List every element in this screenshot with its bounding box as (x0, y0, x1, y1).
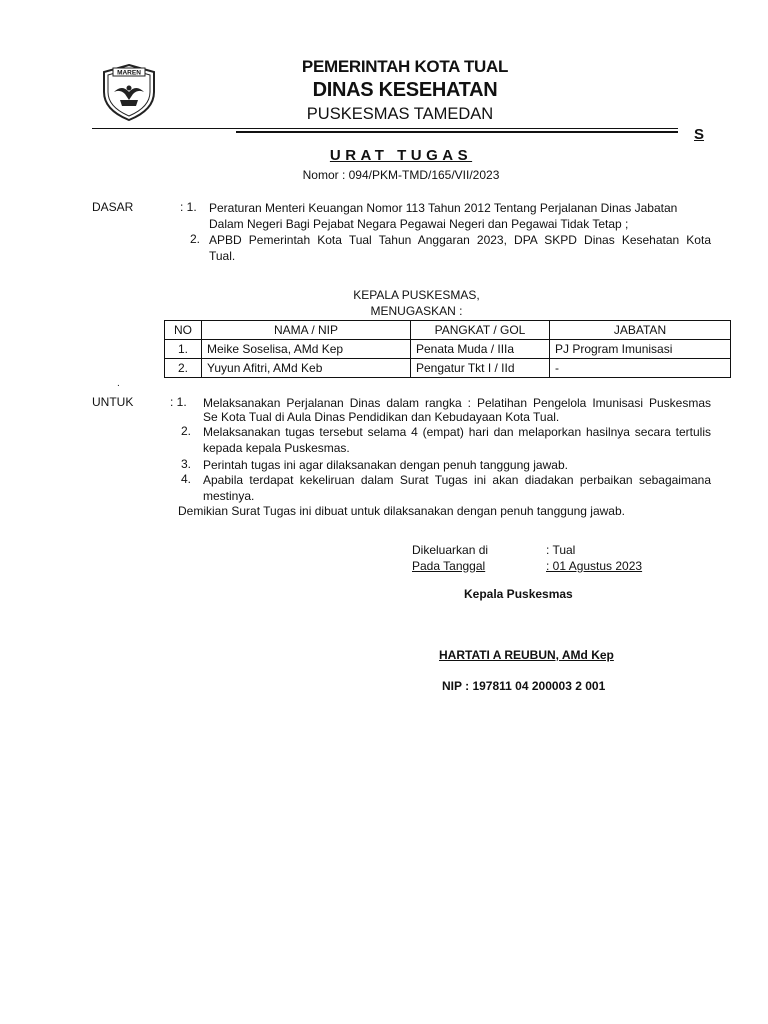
dasar-item-2-line2: Tual. (209, 249, 236, 263)
document-title: URAT TUGAS (329, 147, 473, 164)
table-header-row (165, 321, 731, 340)
untuk-item-2-line2: kepada kepala Puskesmas. (203, 441, 350, 455)
stray-dot: . (117, 378, 120, 389)
cell-jabatan: PJ Program Imunisasi (550, 340, 731, 359)
untuk-item-3-number: 3. (181, 457, 192, 471)
dasar-item-1-line1: Peraturan Menteri Keuangan Nomor 113 Tahun 2012 Tentang Perjalanan Dinas Jabatan (209, 201, 678, 215)
cell-pangkat: Pengatur Tkt I / IId (411, 359, 550, 378)
untuk-item-4-line2: mestinya. (203, 489, 255, 503)
dasar-item-1-number: : 1. (180, 200, 197, 214)
untuk-item-4-line1: Apabila terdapat kekeliruan dalam Surat Tugas ini akan diadakan perbaikan sebagaimana (203, 473, 711, 487)
dasar-item-2-line1: APBD Pemerintah Kota Tual Tahun Anggaran 2023, DPA SKPD Dinas Kesehatan Kota (209, 233, 711, 247)
column-header-jabatan: JABATAN (550, 321, 731, 340)
issued-date-label: Pada Tanggal (412, 559, 486, 573)
untuk-item-4-number: 4. (181, 472, 192, 486)
column-header-no: NO (165, 321, 202, 340)
cell-pangkat: Penata Muda / IIIa (411, 340, 550, 359)
issued-at-label: Dikeluarkan di (412, 543, 489, 557)
cell-jabatan: - (550, 359, 731, 378)
issued-at-value: : Tual (546, 543, 576, 557)
menugaskan-heading: MENUGASKAN : (370, 304, 463, 318)
column-header-nama: NAMA / NIP (202, 321, 411, 340)
title-initial-letter: S (694, 126, 705, 143)
untuk-item-1-number: : 1. (170, 395, 187, 409)
table-row (165, 340, 731, 359)
table-row (165, 359, 731, 378)
untuk-item-1-line1: Melaksanakan Perjalanan Dinas dalam rangka : Pelatihan Pengelola Imunisasi Puskesmas (203, 396, 711, 410)
closing-statement: Demikian Surat Tugas ini dibuat untuk dilaksanakan dengan penuh tanggung jawab. (178, 504, 625, 518)
dasar-item-2-number: 2. (190, 232, 201, 246)
kepala-puskesmas-heading: KEPALA PUSKESMAS, (353, 288, 480, 302)
untuk-item-2-line1: Melaksanakan tugas tersebut selama 4 (empat) hari dan melaporkan hasilnya secara tertulis (203, 425, 711, 439)
puskesmas-name: PUSKESMAS TAMEDAN (306, 105, 494, 123)
untuk-label: UNTUK (92, 395, 134, 409)
svg-text:MAREN: MAREN (117, 69, 141, 77)
untuk-item-2-number: 2. (181, 424, 192, 438)
cell-no: 1. (165, 340, 202, 359)
dasar-item-1-line2: Dalam Negeri Bagi Pejabat Negara Pegawai Negeri dan Pegawai Tidak Tetap ; (209, 217, 629, 231)
column-header-pangkat: PANGKAT / GOL (411, 321, 550, 340)
signatory-position: Kepala Puskesmas (464, 587, 573, 601)
header-rule-thin (92, 128, 678, 129)
department-name: DINAS KESEHATAN (312, 79, 498, 101)
signatory-nip: NIP : 197811 04 200003 2 001 (442, 679, 606, 693)
cell-nama: Yuyun Afitri, AMd Keb (202, 359, 411, 378)
untuk-item-3-line1: Perintah tugas ini agar dilaksanakan dengan penuh tanggung jawab. (203, 458, 568, 472)
signatory-name: HARTATI A REUBUN, AMd Kep (439, 648, 614, 662)
government-name: PEMERINTAH KOTA TUAL (301, 57, 509, 76)
cell-nama: Meike Soselisa, AMd Kep (202, 340, 411, 359)
document-number: Nomor : 094/PKM-TMD/165/VII/2023 (302, 168, 500, 182)
assignment-table (164, 320, 731, 378)
header-rule-thick (236, 131, 678, 133)
cell-no: 2. (165, 359, 202, 378)
issued-date-value: : 01 Agustus 2023 (546, 559, 643, 573)
untuk-item-1-line2: Se Kota Tual di Aula Dinas Pendidikan dan Kebudayaan Kota Tual. (203, 410, 560, 424)
dasar-label: DASAR (92, 200, 134, 214)
